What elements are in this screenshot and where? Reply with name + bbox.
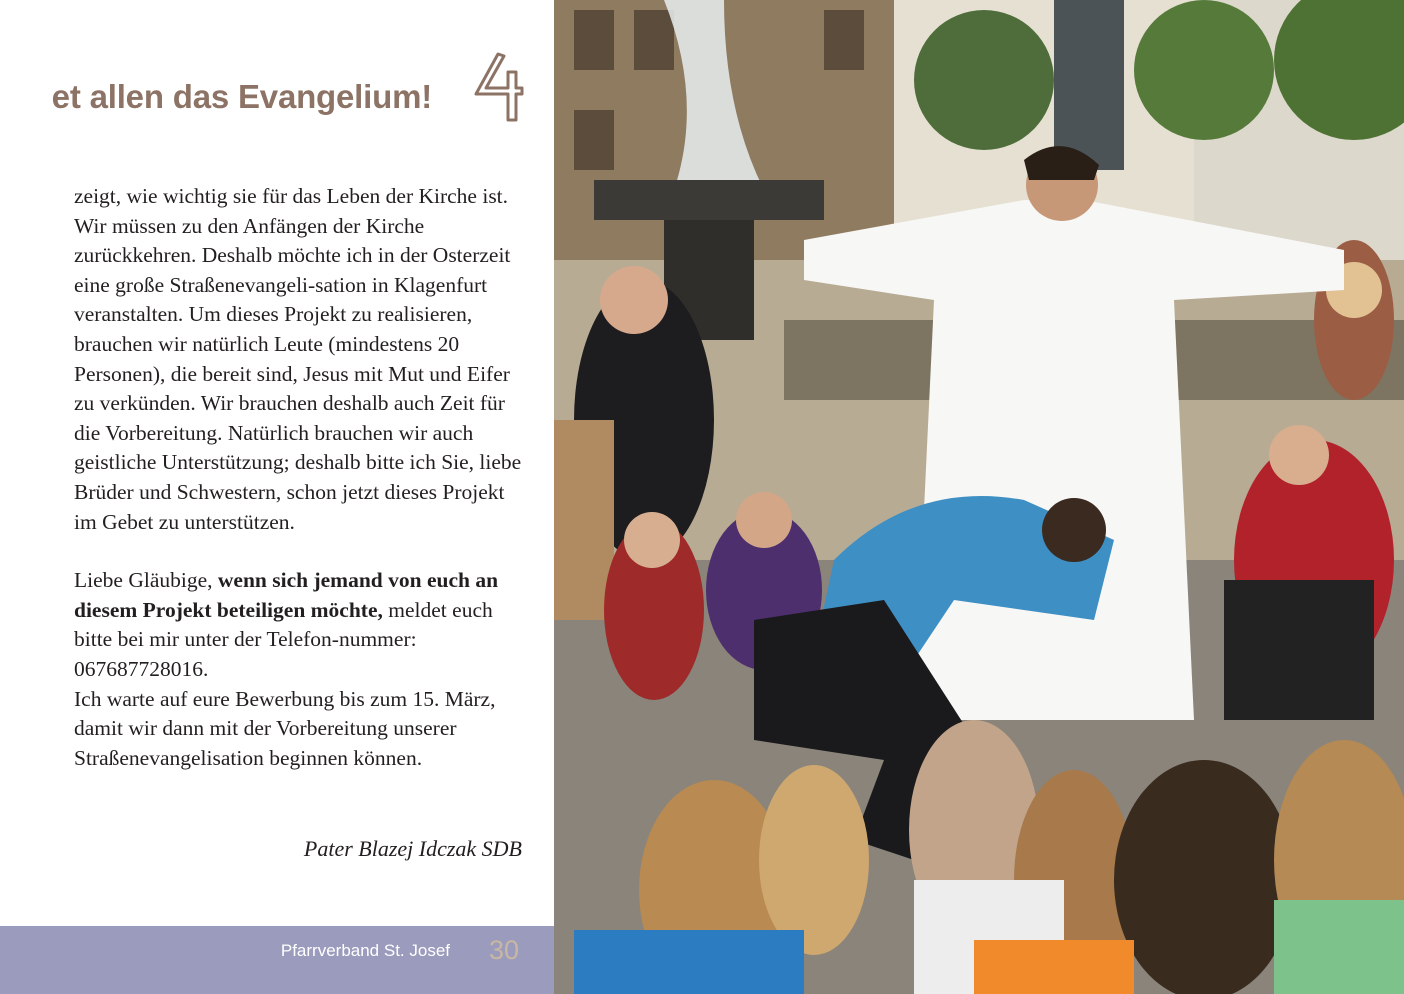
- paragraph-2-rest: meldet euch bitte bei mir unter der Telefon-nummer: 067687728016.: [74, 597, 493, 681]
- page-number: 30: [489, 935, 520, 965]
- paragraph-1: zeigt, wie wichtig sie für das Leben der Kirche ist. Wir müssen zu den Anfängen der Kirche zurückkehren. Deshalb möchte ich in der Osterzeit eine große Straßenevangeli-sation in Klagenfurt veranstalten. Um dieses Projekt zu realisieren, brauchen wir natürlich Leute (mindestens 20 Personen), die bereit sind, Jesus mit Mut und Eifer zu verkünden. Wir brauchen deshalb auch Zeit für die Vorbereitung. Natürlich brauchen wir auch geistliche Unterstützung; deshalb bitte ich Sie, liebe Brüder und Schwestern, schon jetzt dieses Projekt im Gebet zu unterstützen.: [74, 184, 522, 534]
- page-heading: et allen das Evangelium!: [51, 78, 432, 115]
- paragraph-2-lead: Liebe Gläubige,: [74, 568, 218, 593]
- street-evangelisation-photo: [554, 0, 1404, 994]
- chapter-number-outline: [468, 50, 528, 126]
- paragraph-3: Ich warte auf eure Bewerbung bis zum 15. März, damit wir dann mit der Vorbereitung unserer Straßenevangelisation beginnen können.: [74, 686, 496, 770]
- text-page: [0, 0, 554, 994]
- church-window: [1054, 0, 1124, 170]
- author-signature: Pater Blazej Idczak SDB: [303, 836, 522, 861]
- fountain-basin: [594, 180, 824, 220]
- footer-parish-name: Pfarrverband St. Josef: [280, 941, 450, 960]
- photo-illustration: [554, 0, 1404, 994]
- paragraph-2: [74, 566, 526, 684]
- footer-band: [0, 926, 554, 994]
- article-body: [74, 182, 526, 773]
- tree: [914, 10, 1054, 150]
- chapter-number-glyph: [476, 54, 522, 120]
- paragraph-2-emphasis: wenn sich jemand von euch an diesem Projekt beteiligen möchte,: [74, 568, 499, 622]
